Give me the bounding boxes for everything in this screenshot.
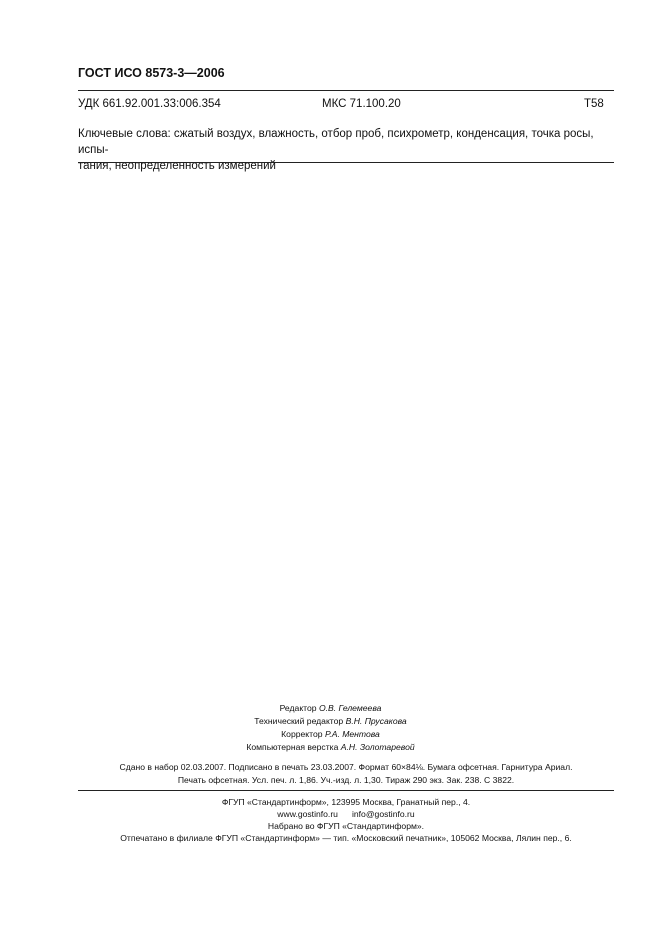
credit-name: Р.А. Ментова [324,729,380,739]
keywords-rule [78,162,614,163]
publisher-address: ФГУП «Стандартинформ», 123995 Москва, Гранатный пер., 4. [221,797,471,807]
credit-editor [0,703,661,713]
imprint-rule [78,790,614,791]
keywords-line-1: Ключевые слова: сжатый воздух, влажность, отбор проб, психрометр, конденсация, точка росы, испы- [78,128,594,156]
group-code: Т58 [584,98,604,110]
typeset-note: Набрано во ФГУП «Стандартинформ». [267,821,425,831]
credit-name: В.Н. Прусакова [345,716,407,726]
credit-role: Компьютерная верстка [246,742,339,752]
credit-name: А.Н. Золотаревой [340,742,415,752]
keywords-line-2: тания, неопределенность измерений [78,160,276,172]
printing-details-line-1: Сдано в набор 02.03.2007. Подписано в печать 23.03.2007. Формат 60×84⅛. Бумага офсетная. Гарнитура Ариал. [119,762,573,772]
printed-note: Отпечатано в филиале ФГУП «Стандартинформ» — тип. «Московский печатник», 105062 Москва, Лялин пер., 6. [120,833,572,843]
top-rule [78,90,614,91]
publisher-website[interactable]: www.gostinfo.ru [277,809,338,819]
keywords-paragraph [78,126,614,174]
publisher-email[interactable]: info@gostinfo.ru [351,809,415,819]
udk-code: УДК 661.92.001.33:006.354 [78,98,221,110]
credit-corrector [0,729,661,739]
mks-code: МКС 71.100.20 [322,98,401,110]
document-code: ГОСТ ИСО 8573-3—2006 [78,66,225,80]
credit-tech-editor [0,716,661,726]
credit-layout [0,742,661,752]
credit-role: Редактор [279,703,317,713]
printing-details-line-2: Печать офсетная. Усл. печ. л. 1,86. Уч.-изд. л. 1,30. Тираж 290 экз. Зак. 238. С 3822. [177,775,515,785]
credit-role: Корректор [281,729,323,739]
credit-name: О.В. Гелемеева [318,703,382,713]
publisher-contacts [78,809,614,819]
credit-role: Технический редактор [254,716,344,726]
